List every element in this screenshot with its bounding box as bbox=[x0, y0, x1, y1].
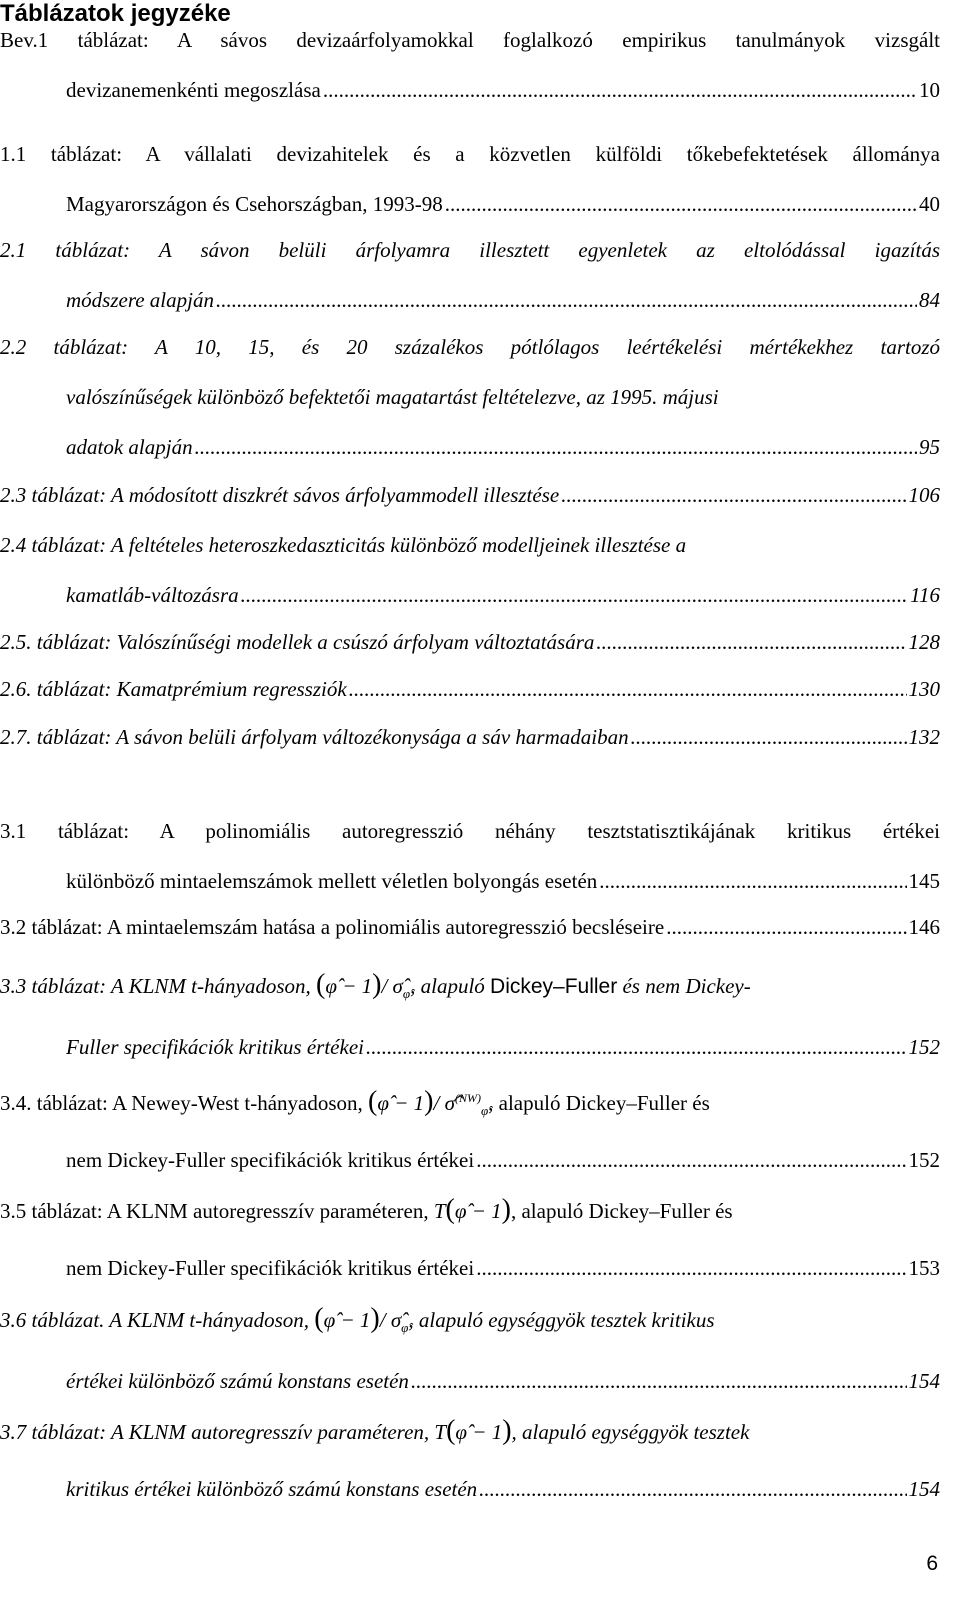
toc-page-number: 40 bbox=[919, 192, 940, 216]
toc-page-number: 145 bbox=[908, 869, 940, 893]
toc-entry-text: 3.2 táblázat: A mintaelemszám hatása a polinomiális autoregresszió becsléseire bbox=[0, 915, 665, 939]
toc-entry-3-5[interactable]: 3.5 táblázat: A KLNM autoregresszív paraméteren, T(φ̂ − 1) , alapuló Dickey–Fuller és nem Dickey-Fuller specifikációk kritikus értékei ..... 153 bbox=[0, 1185, 940, 1293]
toc-entry-text: 2.3 táblázat: A módosított diszkrét sávos árfolyammodell illesztése bbox=[0, 483, 560, 507]
toc-entry-text: 3.4. táblázat: A Newey-West t-hányadoson, bbox=[0, 1091, 363, 1115]
toc-entry-3-7[interactable]: 3.7 táblázat: A KLNM autoregresszív paraméteren, T(φ̂ − 1) , alapuló egységgyök tesztek kritikus értékei különböző számú konstans esetén ..... 154 bbox=[0, 1406, 940, 1514]
toc-page-number: 95 bbox=[919, 435, 940, 459]
toc-page-number: 130 bbox=[908, 677, 940, 701]
toc-entry-text: 2.1 táblázat: A sávon belüli árfolyamra illesztett egyenletek az eltolódással igazítás bbox=[0, 238, 940, 262]
toc-entry-text: 2.4 táblázat: A feltételes heteroszkedaszticitás különböző modelljeinek illesztése a bbox=[0, 533, 687, 557]
t-ratio-formula: (φ̂ − 1)/ $\sigmâ_{\varphî}$ bbox=[316, 969, 411, 1002]
toc-entry-bev1[interactable] bbox=[0, 15, 940, 115]
toc-entry-text: nem Dickey-Fuller specifikációk kritikus értékei bbox=[66, 1256, 475, 1280]
toc-entry-3-3[interactable]: 3.3 táblázat: A KLNM t-hányadoson, (φ̂ − 1)/ $\sigmâ_{\varphî}$ , alapuló Dickey–Fuller és nem Dickey- Fuller specifikációk kritikus értékei ..... 152 bbox=[0, 960, 940, 1072]
toc-entry-2-5[interactable] bbox=[0, 617, 940, 667]
page-title: Táblázatok jegyzéke bbox=[0, 0, 231, 27]
toc-entry-text: Fuller specifikációk kritikus értékei bbox=[66, 1035, 364, 1059]
toc-entry-text: 2.6. táblázat: Kamatprémium regressziók bbox=[0, 677, 347, 701]
leader-dots bbox=[596, 617, 906, 667]
leader-dots bbox=[599, 856, 906, 906]
leader-dots bbox=[411, 1356, 907, 1406]
toc-entry-2-1[interactable] bbox=[0, 225, 940, 325]
toc-entry-text: Bev.1 táblázat: A sávos devizaárfolyamokkal foglalkozó empirikus tanulmányok vizsgált bbox=[0, 28, 940, 52]
toc-entry-2-6[interactable] bbox=[0, 664, 940, 714]
toc-entry-text: 3.1 táblázat: A polinomiális autoregresszió néhány tesztstatisztikájának kritikus értékei bbox=[0, 819, 940, 843]
toc-page-number: 152 bbox=[908, 1035, 940, 1059]
leader-dots bbox=[666, 902, 906, 952]
leader-dots bbox=[476, 1243, 906, 1293]
toc-page-number: 146 bbox=[908, 915, 940, 939]
leader-dots bbox=[366, 1022, 907, 1072]
toc-entry-text: 3.6 táblázat. A KLNM t-hányadoson, bbox=[0, 1308, 310, 1332]
t-ratio-formula: (φ̂ − 1)/ $\sigmâ_{\varphî}$ bbox=[314, 1303, 409, 1336]
toc-entry-text: 3.3 táblázat: A KLNM t-hányadoson, bbox=[0, 974, 311, 998]
leader-dots bbox=[195, 422, 917, 472]
autoregressive-parameter-formula: T(φ̂ − 1) bbox=[434, 1415, 512, 1446]
toc-entry-2-4[interactable] bbox=[0, 520, 940, 620]
toc-entry-text: értékei különböző számú konstans esetén bbox=[66, 1369, 409, 1393]
leader-dots bbox=[479, 1464, 906, 1514]
page-number: 6 bbox=[926, 1552, 938, 1575]
toc-page-number: 154 bbox=[908, 1369, 940, 1393]
toc-entry-text: kritikus értékei különböző számú konstans esetén bbox=[66, 1477, 478, 1501]
toc-page-number: 152 bbox=[908, 1148, 940, 1172]
toc-page-number: 116 bbox=[910, 583, 940, 607]
toc-entry-text: 2.2 táblázat: A 10, 15, és 20 százalékos pótlólagos leértékelési mértékekhez tartozó bbox=[0, 335, 940, 359]
toc-entry-text: 2.5. táblázat: Valószínűségi modellek a csúszó árfolyam változtatására bbox=[0, 630, 595, 654]
toc-entry-3-2[interactable] bbox=[0, 902, 940, 952]
toc-entry-text: valószínűségek különböző befektetői magatartást feltételezve, az 1995. májusi bbox=[66, 385, 719, 409]
leader-dots bbox=[323, 65, 917, 115]
leader-dots bbox=[216, 275, 917, 325]
toc-entry-text: nem Dickey-Fuller specifikációk kritikus értékei bbox=[66, 1148, 475, 1172]
toc-page-number: 154 bbox=[908, 1477, 940, 1501]
leader-dots bbox=[476, 1135, 906, 1185]
toc-page-number: 128 bbox=[908, 630, 940, 654]
leader-dots bbox=[445, 179, 917, 229]
toc-entry-2-2[interactable] bbox=[0, 322, 940, 472]
toc-entry-text: Magyarországon és Csehországban, 1993-98 bbox=[66, 192, 443, 216]
leader-dots bbox=[631, 712, 907, 762]
toc-entry-text: kamatláb-változásra bbox=[66, 583, 239, 607]
toc-entry-3-6[interactable]: 3.6 táblázat. A KLNM t-hányadoson, (φ̂ − 1)/ $\sigmâ_{\varphî}$ , alapuló egységgyök tesztek kritikus értékei különböző számú konstans esetén ..... 154 bbox=[0, 1294, 940, 1406]
toc-page-number: 153 bbox=[908, 1256, 940, 1280]
toc-entry-text: 2.7. táblázat: A sávon belüli árfolyam változékonysága a sáv harmadaiban bbox=[0, 725, 629, 749]
toc-entry-3-4[interactable]: 3.4. táblázat: A Newey-West t-hányadoson, (φ̂ − 1)/ σ̂$^{(NW)}_{\varphî}$ , alapuló Dickey–Fuller és nem Dickey-Fuller specifikációk kritikus értékei ..... 152 bbox=[0, 1073, 940, 1185]
toc-entry-3-1[interactable] bbox=[0, 806, 940, 906]
toc-page-number: 10 bbox=[919, 78, 940, 102]
newey-west-t-ratio-formula: (φ̂ − 1)/ σ̂$^{(NW)}_{\varphî}$ bbox=[368, 1086, 489, 1119]
toc-page-number: 132 bbox=[908, 725, 940, 749]
toc-entry-text: különböző mintaelemszámok mellett véletlen bolyongás esetén bbox=[66, 869, 598, 893]
toc-entry-1-1[interactable] bbox=[0, 129, 940, 229]
toc-entry-text: devizanemenkénti megoszlása bbox=[66, 78, 321, 102]
autoregressive-parameter-formula: T(φ̂ − 1) bbox=[433, 1194, 511, 1225]
toc-entry-2-3[interactable] bbox=[0, 470, 940, 520]
leader-dots bbox=[241, 570, 908, 620]
toc-entry-text: 3.5 táblázat: A KLNM autoregresszív paraméteren, bbox=[0, 1199, 429, 1223]
toc-entry-text: adatok alapján bbox=[66, 435, 193, 459]
toc-entry-2-7[interactable] bbox=[0, 712, 940, 762]
toc-entry-text: 3.7 táblázat: A KLNM autoregresszív paraméteren, bbox=[0, 1420, 430, 1444]
leader-dots bbox=[349, 664, 907, 714]
leader-dots bbox=[561, 470, 906, 520]
toc-page-number: 84 bbox=[919, 288, 940, 312]
toc-entry-text: 1.1 táblázat: A vállalati devizahitelek és a közvetlen külföldi tőkebefektetések állománya bbox=[0, 142, 940, 166]
toc-page-number: 106 bbox=[908, 483, 940, 507]
toc-entry-text: módszere alapján bbox=[66, 288, 214, 312]
